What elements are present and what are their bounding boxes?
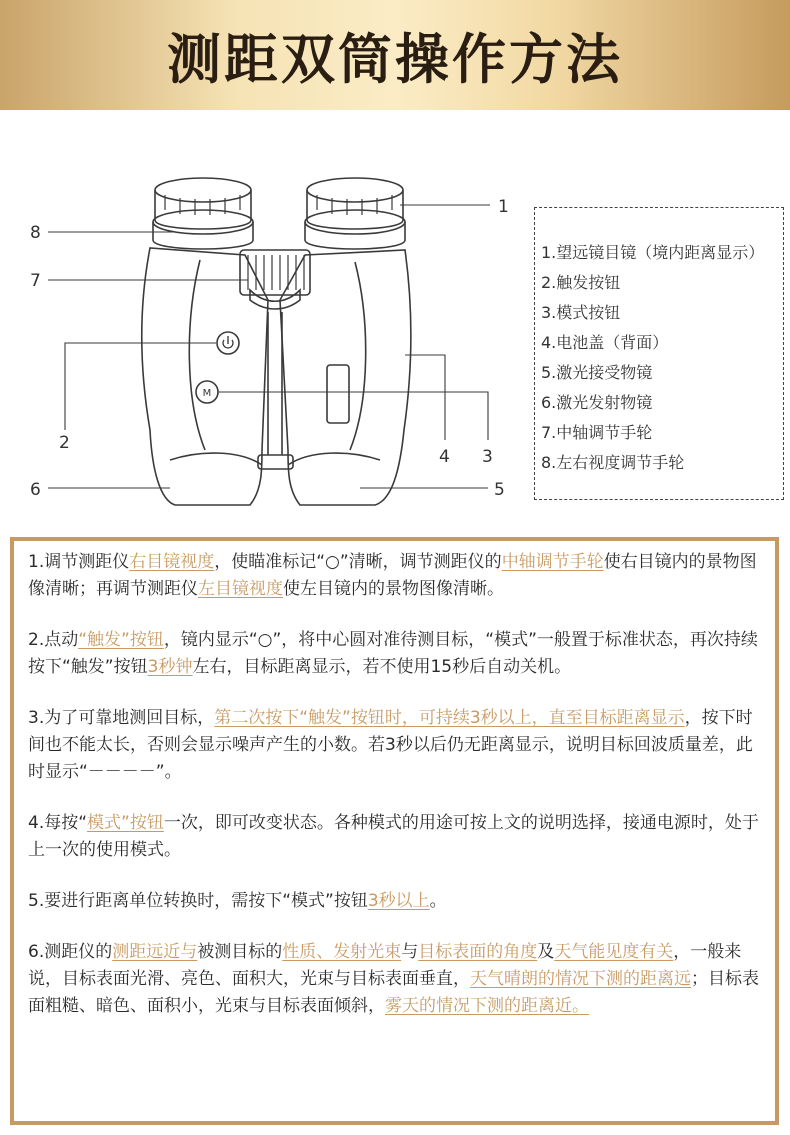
highlight-text: 天气晴朗的情况下测的距离远: [470, 969, 691, 989]
instruction-step-4: [28, 810, 761, 864]
highlight-text: 3秒钟: [147, 657, 193, 677]
legend-item: 5.激光接受物镜: [541, 363, 653, 382]
instruction-step-6: [28, 939, 761, 1020]
battery-cover: [327, 365, 349, 423]
instruction-text: 5.要进行距离单位转换时，需按下“模式”按钮: [28, 891, 368, 911]
instruction-text: ，按下时间也不能太长，否则会显示噪声产生的小数。若3秒以后仍无距离显示，说明目标回波质量差，此时显示“－－－－”。: [28, 708, 753, 782]
left-barrel: [142, 248, 268, 505]
legend-item: 7.中轴调节手轮: [541, 423, 653, 442]
bridge: [250, 290, 300, 309]
highlight-text: 性质、发射光束: [282, 942, 402, 962]
instruction-text: 6.测距仪的: [28, 942, 113, 962]
instruction-text: 。: [429, 891, 447, 911]
instruction-text: 一次，即可改变状态。各种模式的用途可按上文的说明选择，接通电源时，处于上一次的使用模式。: [28, 813, 759, 860]
instruction-text: 与: [401, 942, 419, 962]
instructions-box: [10, 537, 779, 1125]
callout-5: 5: [494, 480, 505, 500]
instruction-text: 3.为了可靠地测回目标，: [28, 708, 215, 728]
title-banner: [0, 0, 790, 110]
instruction-text: 被测目标的: [197, 942, 283, 962]
power-icon: [223, 336, 233, 348]
callout-4: 4: [439, 447, 450, 467]
callout-1: 1: [498, 197, 509, 217]
instruction-text: 1.调节测距仪: [28, 552, 130, 572]
right-eyecup: [307, 178, 403, 202]
highlight-text: 模式”按钮: [87, 813, 164, 833]
legend-item: 4.电池盖（背面）: [541, 333, 669, 352]
highlight-text: 目标表面的角度: [418, 942, 538, 962]
right-barrel: [280, 250, 411, 505]
highlight-text: 雾天的情况下测的距离近。: [385, 996, 589, 1016]
callout-2: 2: [59, 433, 70, 453]
callout-7: 7: [30, 271, 41, 291]
instruction-text: ，一般来说，目标表面光滑、亮色、面积大，光束与目标表面垂直，: [28, 942, 742, 989]
highlight-text: 3秒以上: [367, 891, 430, 911]
legend-item: 3.模式按钮: [541, 303, 621, 322]
callout-8: 8: [30, 223, 41, 243]
highlight-text: 中轴调节手轮: [501, 552, 604, 572]
highlight-text: 第二次按下“触发”按钮时，可持续3秒以上，直至目标距离显示: [214, 708, 685, 728]
instruction-text: 左右，目标距离显示，若不使用15秒后自动关机。: [192, 657, 572, 677]
instruction-text: ，镜内显示“○”，将中心圆对准待测目标，“模式”一般置于标准状态，再次持续按下“触发”按钮: [28, 630, 758, 677]
left-eyecup: [155, 178, 251, 202]
legend-item: 8.左右视度调节手轮: [541, 453, 685, 472]
instruction-text: 使右目镜内的景物图像清晰；再调节测距仪: [28, 552, 757, 599]
highlight-text: 测距远近与: [112, 942, 198, 962]
instruction-text: ；目标表面粗糙、暗色、面积小，光束与目标表面倾斜，: [28, 969, 759, 1016]
instruction-text: 4.每按“: [28, 813, 88, 833]
callout-6: 6: [30, 480, 41, 500]
mode-button-label: M: [202, 388, 212, 399]
instruction-step-3: [28, 705, 761, 786]
leader-4: [405, 355, 445, 440]
callout-3: 3: [482, 447, 493, 467]
instruction-step-5: [28, 888, 761, 915]
leader-2: [65, 343, 216, 430]
leader-3: [218, 392, 488, 440]
highlight-text: “触发”按钮: [78, 630, 164, 650]
highlight-text: 天气能见度有关: [554, 942, 674, 962]
legend-item: 6.激光发射物镜: [541, 393, 653, 412]
instruction-text: 使左目镜内的景物图像清晰。: [283, 579, 504, 599]
focus-wheel: [240, 250, 310, 295]
instruction-text: 2.点动: [28, 630, 79, 650]
instruction-step-1: [28, 549, 761, 603]
instruction-text: ，使瞄准标记“○”清晰，调节测距仪的: [214, 552, 502, 572]
legend-item: 2.触发按钮: [541, 273, 621, 292]
highlight-text: 左目镜视度: [198, 579, 283, 599]
page-title: 测距双筒操作方法: [167, 27, 623, 91]
instruction-step-2: [28, 627, 761, 681]
parts-legend: [534, 207, 784, 500]
highlight-text: 右目镜视度: [129, 552, 215, 572]
instruction-text: 及: [537, 942, 555, 962]
legend-item: 1.望远镜目镜（境内距离显示）: [541, 243, 765, 262]
